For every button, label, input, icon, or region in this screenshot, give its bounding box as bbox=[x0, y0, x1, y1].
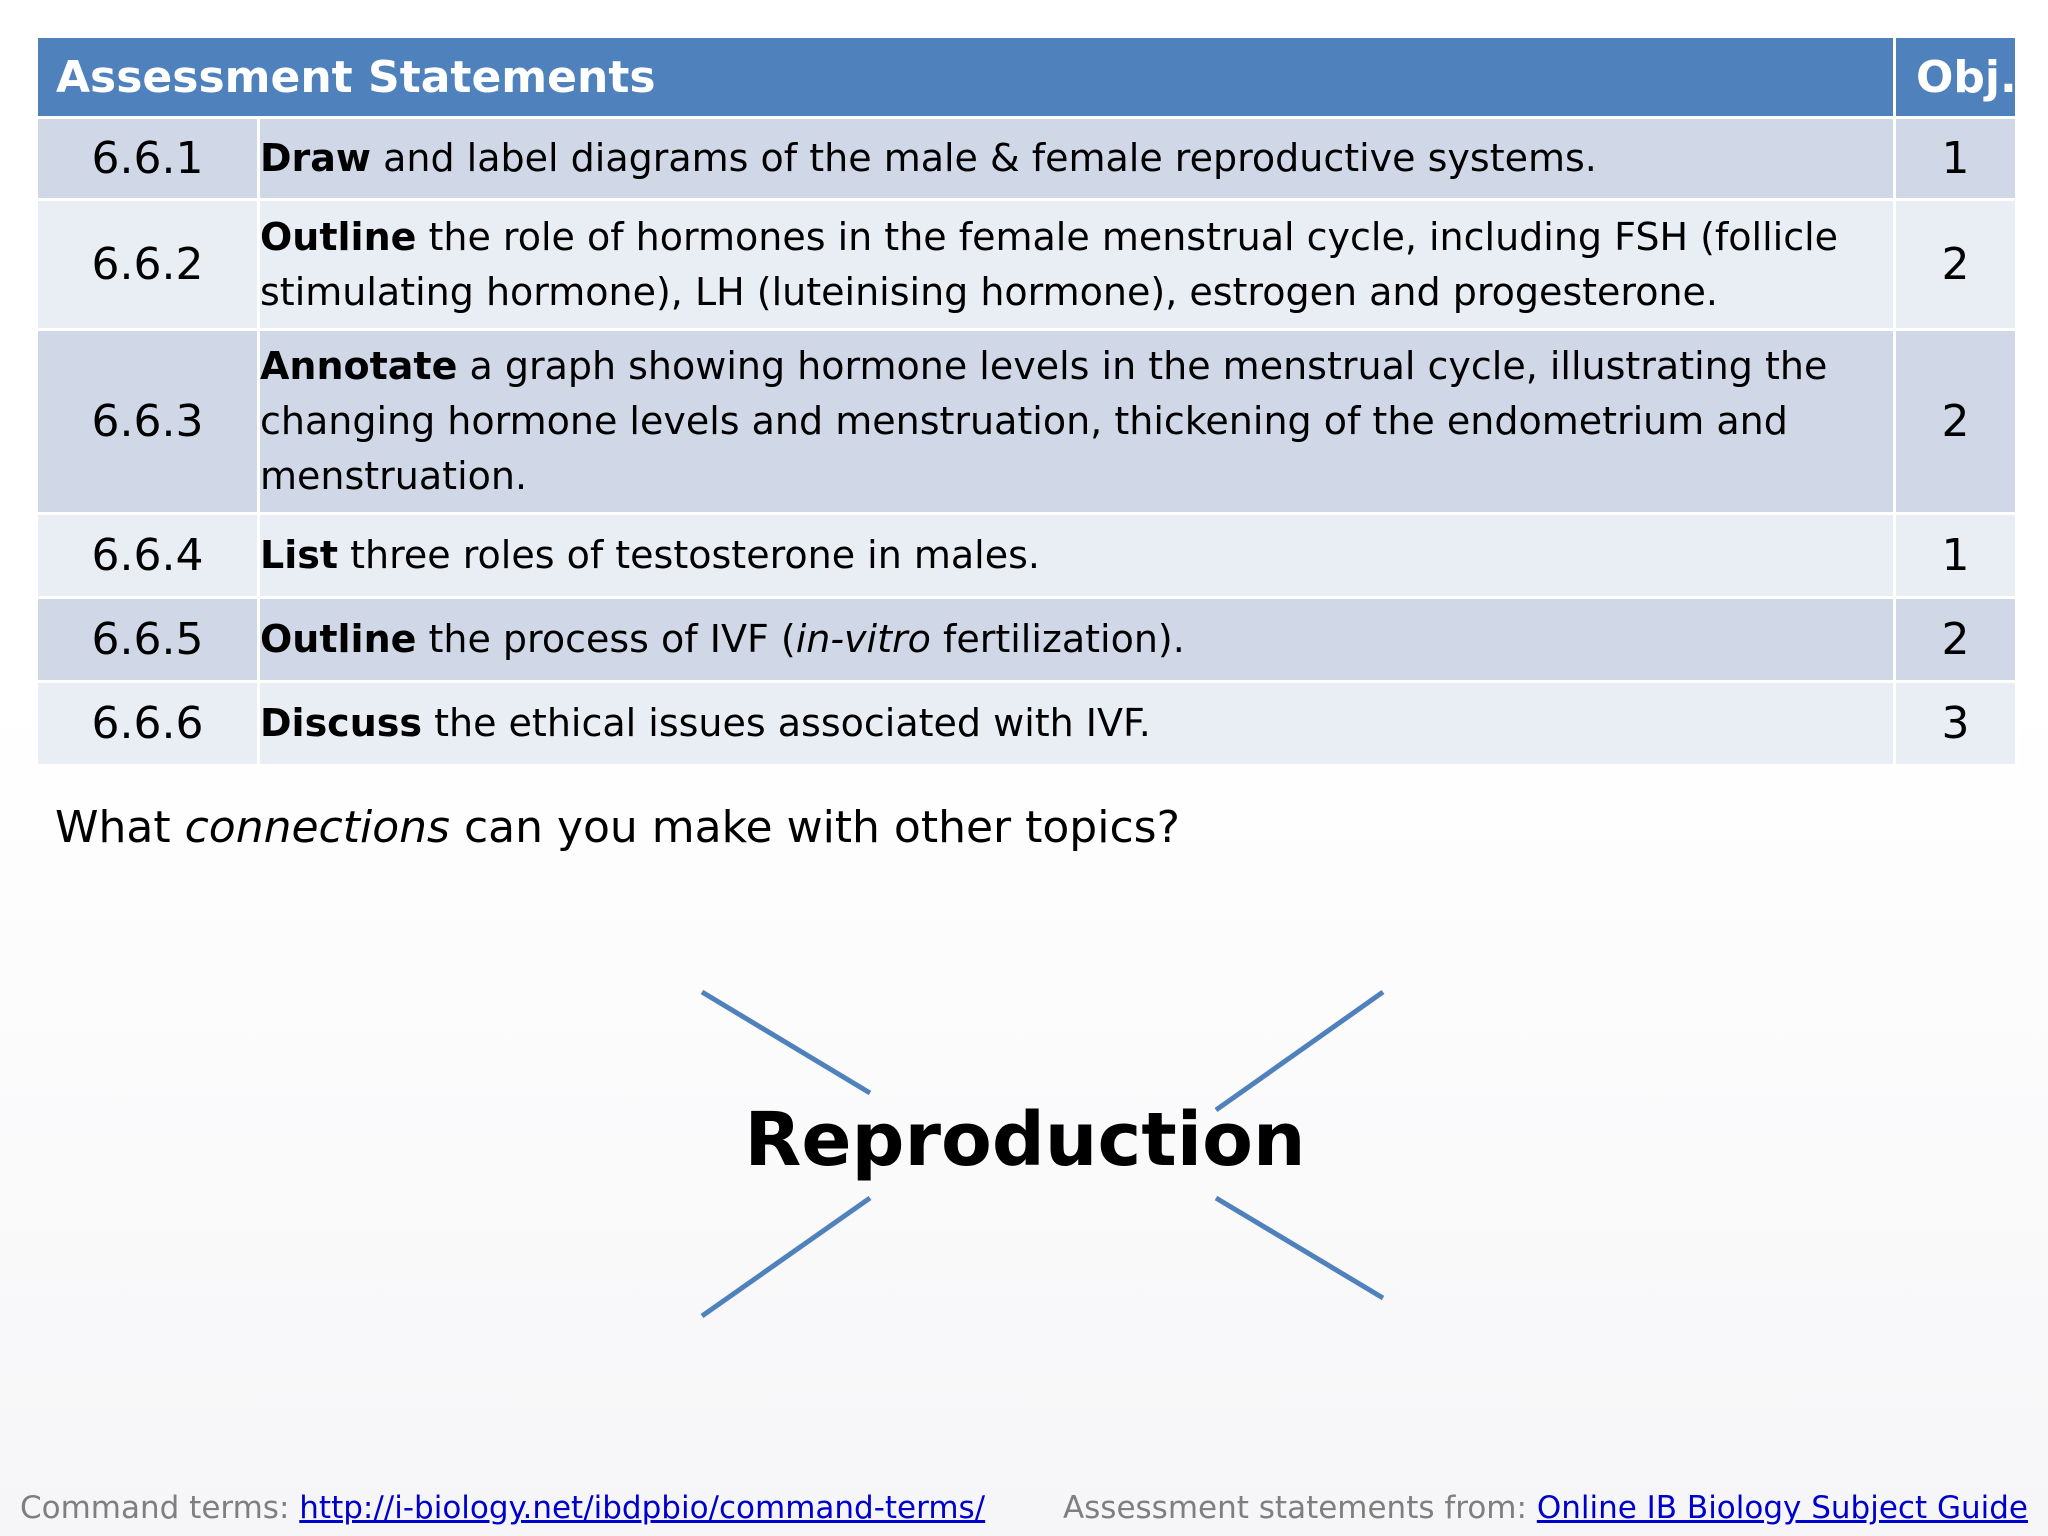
mindmap-line-top-right bbox=[1216, 992, 1383, 1110]
statement-body: the ethical issues associated with IVF. bbox=[422, 701, 1151, 745]
command-term: Discuss bbox=[260, 701, 423, 745]
statement-number: 6.6.3 bbox=[37, 330, 259, 514]
mindmap-line-top-left bbox=[702, 992, 870, 1093]
statement-number: 6.6.6 bbox=[37, 682, 259, 766]
statement-body-italic: in-vitro bbox=[795, 617, 931, 661]
objective-level: 1 bbox=[1895, 514, 2017, 598]
header-obj: Obj. bbox=[1895, 37, 2017, 118]
mindmap-center-word: Reproduction bbox=[744, 1097, 1306, 1183]
command-term: Outline bbox=[260, 617, 417, 661]
statement-body: three roles of testosterone in males. bbox=[338, 533, 1040, 577]
command-term: Annotate bbox=[260, 344, 458, 388]
objective-level: 1 bbox=[1895, 118, 2017, 200]
statement-body: a graph showing hormone levels in the menstrual cycle, illustrating the changing hormone levels and menstruation, thickening of the endometrium and menstruation. bbox=[260, 344, 1828, 498]
objective-level: 2 bbox=[1895, 330, 2017, 514]
mindmap-line-bottom-right bbox=[1216, 1198, 1383, 1298]
statement-body: and label diagrams of the male & female reproductive systems. bbox=[371, 136, 1597, 180]
statement-body-before: the process of IVF ( bbox=[416, 617, 796, 661]
command-term: Draw bbox=[260, 136, 372, 180]
mindmap-line-bottom-left bbox=[702, 1198, 870, 1316]
statement-number: 6.6.4 bbox=[37, 514, 259, 598]
statement-number: 6.6.1 bbox=[37, 118, 259, 200]
statement-number: 6.6.5 bbox=[37, 598, 259, 682]
objective-level: 3 bbox=[1895, 682, 2017, 766]
statement-body-after: fertilization). bbox=[930, 617, 1185, 661]
footer-left-label: Command terms: bbox=[20, 1490, 300, 1526]
command-term: List bbox=[260, 533, 339, 577]
objective-level: 2 bbox=[1895, 200, 2017, 330]
question-text-italic: connections bbox=[184, 802, 450, 853]
command-terms-link[interactable]: http://i-biology.net/ibdpbio/command-terms/ bbox=[299, 1490, 986, 1526]
question-text-after: can you make with other topics? bbox=[449, 802, 1180, 853]
footer-command-terms bbox=[20, 1490, 985, 1526]
command-term: Outline bbox=[260, 214, 417, 259]
subject-guide-link[interactable]: Online IB Biology Subject Guide bbox=[1536, 1490, 2028, 1526]
footer-right-label: Assessment statements from: bbox=[1062, 1490, 1537, 1526]
footer-assessment-source bbox=[1063, 1490, 2028, 1526]
question-text-before: What bbox=[55, 802, 185, 853]
statement-number: 6.6.2 bbox=[37, 200, 259, 330]
header-statements: Assessment Statements bbox=[37, 37, 1895, 118]
statement-body: the role of hormones in the female menstrual cycle, including FSH (follicle stimulating hormone), LH (luteinising hormone), estrogen and progesterone. bbox=[260, 214, 1839, 314]
objective-level: 2 bbox=[1895, 598, 2017, 682]
